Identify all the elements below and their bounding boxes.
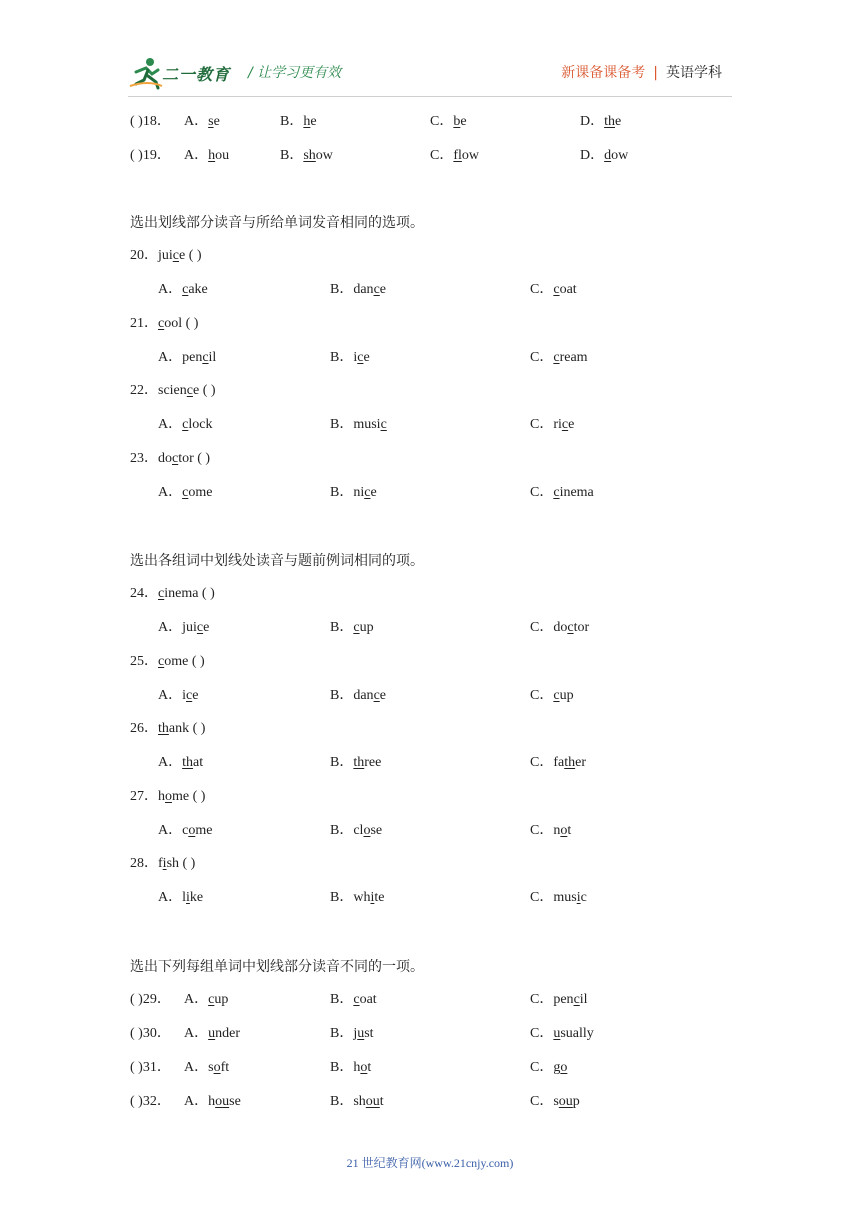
option-column — [330, 821, 382, 841]
option-b: B．show — [280, 148, 333, 163]
question-number: ( )18． — [130, 114, 171, 129]
option-c: C．coat — [530, 282, 577, 297]
option-d: D．the — [580, 114, 622, 129]
option-column — [130, 787, 205, 807]
header-separator: | — [653, 65, 658, 81]
option-column — [280, 112, 317, 132]
option-a: A．cup — [184, 992, 229, 1007]
option-column — [158, 821, 212, 841]
page-footer: 21 世纪教育网(www.21cnjy.com) — [346, 1156, 514, 1170]
option-column — [330, 348, 370, 368]
underlined-letters: s — [208, 114, 214, 129]
header-course-label: 新课备课备考 — [561, 65, 646, 81]
option-a: A．hou — [184, 148, 230, 163]
option-column — [130, 854, 195, 874]
option-column — [130, 990, 171, 1010]
option-b: B．dance — [330, 687, 386, 703]
option-column — [280, 146, 333, 166]
option-column — [330, 686, 386, 706]
option-c: C．cup — [530, 687, 574, 703]
option-a: A．house — [184, 1094, 241, 1109]
option-column — [158, 888, 203, 908]
section-instruction: 选出下列每组单词中划线部分读音不同的一项。 — [130, 959, 424, 975]
header-subject: 英语学科 — [666, 65, 722, 81]
option-c: C．cinema — [530, 484, 594, 500]
underlined-letters: sh — [303, 148, 316, 163]
option-column — [530, 483, 594, 503]
section-instruction: 选出划线部分读音与所给单词发音相同的选项。 — [130, 215, 424, 231]
option-a: A．juice — [158, 620, 210, 635]
option-a: A．under — [184, 1026, 241, 1041]
header-divider — [128, 96, 732, 97]
underlined-letters: c — [373, 282, 380, 297]
underlined-letters: c — [182, 417, 189, 433]
underlined-letters: th — [182, 755, 194, 771]
question-word: 27．home ( ) — [130, 788, 206, 804]
underlined-letters: c — [158, 586, 165, 601]
slogan: / 让学习更有效 — [248, 65, 342, 81]
underlined-letters: th — [158, 721, 169, 737]
option-b: B．he — [280, 114, 317, 129]
underlined-letters: th — [604, 114, 616, 129]
option-column — [130, 381, 216, 401]
option-column — [130, 584, 215, 604]
underlined-letters: d — [604, 148, 612, 163]
underlined-letters: o — [165, 788, 172, 804]
option-column — [330, 753, 381, 773]
underlined-letters: o — [188, 822, 196, 838]
underlined-letters: c — [208, 992, 215, 1007]
underlined-letters: i — [370, 890, 375, 906]
option-b: B．just — [330, 1026, 374, 1041]
question-word: 26．thank ( ) — [130, 721, 206, 737]
underlined-letters: c — [364, 484, 371, 500]
underlined-letters: ou — [215, 1094, 230, 1109]
option-column — [158, 618, 209, 638]
option-column — [184, 1092, 241, 1112]
option-column — [530, 686, 574, 706]
underlined-letters: c — [357, 349, 364, 365]
option-c: C．cream — [530, 349, 588, 365]
underlined-letters: c — [172, 248, 179, 263]
question-number: ( )31． — [130, 1060, 171, 1075]
option-a: A．that — [158, 755, 204, 771]
option-column — [130, 1058, 171, 1078]
option-column — [530, 280, 577, 300]
underlined-letters: ou — [365, 1094, 380, 1109]
underlined-letters: i — [162, 856, 167, 872]
option-column — [330, 1092, 384, 1112]
option-column — [184, 112, 220, 132]
underlined-letters: c — [553, 484, 560, 500]
underlined-letters: c — [553, 349, 560, 365]
option-b: B．hot — [330, 1060, 372, 1075]
logo-text: 二一教育 — [162, 65, 231, 84]
underlined-letters: c — [553, 687, 560, 703]
option-c: C．not — [530, 822, 572, 838]
underlined-letters: i — [186, 890, 190, 906]
underlined-letters: c — [553, 282, 560, 297]
option-column — [158, 686, 198, 706]
option-column — [130, 1092, 171, 1112]
underlined-letters: o — [363, 822, 371, 838]
underlined-letters: c — [561, 417, 569, 433]
option-c: C．be — [430, 114, 467, 129]
option-b: B．coat — [330, 992, 377, 1007]
option-column — [530, 888, 587, 908]
option-a: A．come — [158, 822, 213, 838]
question-word: 21．cool ( ) — [130, 315, 199, 331]
option-column — [330, 888, 384, 908]
underlined-letters: fl — [453, 148, 462, 163]
section-instruction: 选出各组词中划线处读音与题前例词相同的项。 — [130, 553, 424, 569]
option-column — [184, 1024, 240, 1044]
underlined-letters: c — [202, 349, 209, 365]
option-c: C．go — [530, 1060, 568, 1075]
option-b: B．ice — [330, 349, 370, 365]
question-number: ( )30． — [130, 1026, 171, 1041]
underlined-letters: o — [560, 1060, 568, 1075]
question-number: ( )32． — [130, 1094, 171, 1109]
option-column — [530, 618, 589, 638]
option-b: B．dance — [330, 282, 386, 297]
option-a: A．ice — [158, 687, 199, 703]
question-word: 25．come ( ) — [130, 653, 205, 669]
underlined-letters: u — [357, 1026, 365, 1041]
option-a: A．se — [184, 114, 220, 129]
option-a: A．cake — [158, 282, 208, 297]
underlined-letters: u — [553, 1026, 561, 1041]
option-a: A．pencil — [158, 349, 217, 365]
underlined-letters: c — [182, 484, 189, 500]
option-c: C．music — [530, 890, 587, 906]
option-column — [530, 1058, 567, 1078]
question-number: ( )19． — [130, 148, 171, 163]
question-word: 23．doctor ( ) — [130, 450, 211, 466]
underlined-letters: b — [453, 114, 461, 129]
underlined-letters: c — [186, 687, 193, 703]
option-a: A．like — [158, 890, 204, 906]
underlined-letters: c — [196, 620, 204, 635]
option-b: B．nice — [330, 484, 377, 500]
option-c: C．doctor — [530, 620, 590, 635]
question-number: ( )29． — [130, 992, 171, 1007]
option-column — [330, 1058, 371, 1078]
option-column — [130, 1024, 171, 1044]
underlined-letters: c — [373, 687, 380, 703]
underlined-letters: o — [560, 822, 568, 838]
option-column — [330, 483, 377, 503]
underlined-letters: h — [208, 148, 216, 163]
underlined-letters: i — [576, 890, 581, 906]
option-b: B．white — [330, 890, 385, 906]
option-column — [330, 1024, 374, 1044]
option-column — [130, 112, 171, 132]
option-c: C．pencil — [530, 992, 588, 1007]
option-a: A．clock — [158, 417, 213, 433]
option-column — [130, 246, 202, 266]
option-column — [130, 449, 210, 469]
option-d: D．dow — [580, 148, 629, 163]
header-right — [561, 62, 722, 82]
underlined-letters: c — [186, 383, 193, 399]
question-word: 24．cinema ( ) — [130, 586, 215, 601]
option-column — [158, 483, 212, 503]
underlined-letters: ou — [558, 1094, 573, 1109]
underlined-letters: th — [564, 755, 576, 771]
underlined-letters: u — [208, 1026, 216, 1041]
option-column — [530, 753, 586, 773]
question-word: 28．fish ( ) — [130, 856, 196, 872]
option-column — [530, 990, 588, 1010]
option-c: C．soup — [530, 1094, 580, 1109]
option-column — [330, 618, 374, 638]
underlined-letters: c — [567, 620, 574, 635]
option-column — [130, 652, 205, 672]
underlined-letters: c — [182, 282, 189, 297]
option-column — [430, 146, 479, 166]
option-column — [184, 990, 228, 1010]
option-c: C．usually — [530, 1026, 594, 1041]
underlined-letters: c — [353, 992, 360, 1007]
question-word: 20．juice ( ) — [130, 248, 202, 263]
underlined-letters: h — [303, 114, 311, 129]
option-column — [158, 753, 203, 773]
option-c: C．flow — [430, 148, 480, 163]
option-b: B．three — [330, 755, 382, 771]
option-column — [530, 1092, 580, 1112]
option-c: C．father — [530, 755, 586, 771]
question-word: 22．science ( ) — [130, 383, 216, 399]
underlined-letters: c — [172, 450, 179, 466]
option-b: B．music — [330, 417, 387, 433]
option-column — [330, 280, 386, 300]
option-column — [158, 348, 216, 368]
underlined-letters: c — [380, 417, 387, 433]
option-b: B．cup — [330, 620, 374, 635]
underlined-letters: o — [213, 1060, 221, 1075]
option-b: B．shout — [330, 1094, 384, 1109]
underlined-letters: o — [360, 1060, 368, 1075]
option-column — [530, 821, 571, 841]
option-column — [130, 146, 171, 166]
underlined-letters: c — [158, 315, 165, 331]
page-header — [128, 54, 732, 94]
option-c: C．rice — [530, 417, 575, 433]
option-column — [158, 415, 212, 435]
option-column — [430, 112, 467, 132]
option-b: B．close — [330, 822, 383, 838]
underlined-letters: c — [573, 992, 580, 1007]
option-column — [184, 146, 229, 166]
option-column — [530, 1024, 594, 1044]
option-column — [580, 112, 621, 132]
option-a: A．soft — [184, 1060, 230, 1075]
option-column — [130, 719, 205, 739]
option-column — [184, 1058, 229, 1078]
option-column — [158, 280, 208, 300]
underlined-letters: th — [353, 755, 365, 771]
option-a: A．come — [158, 484, 213, 500]
underlined-letters: c — [353, 620, 360, 635]
option-column — [130, 314, 198, 334]
option-column — [580, 146, 628, 166]
option-column — [330, 415, 387, 435]
option-column — [530, 415, 574, 435]
option-column — [530, 348, 588, 368]
underlined-letters: c — [158, 653, 165, 669]
option-column — [330, 990, 377, 1010]
